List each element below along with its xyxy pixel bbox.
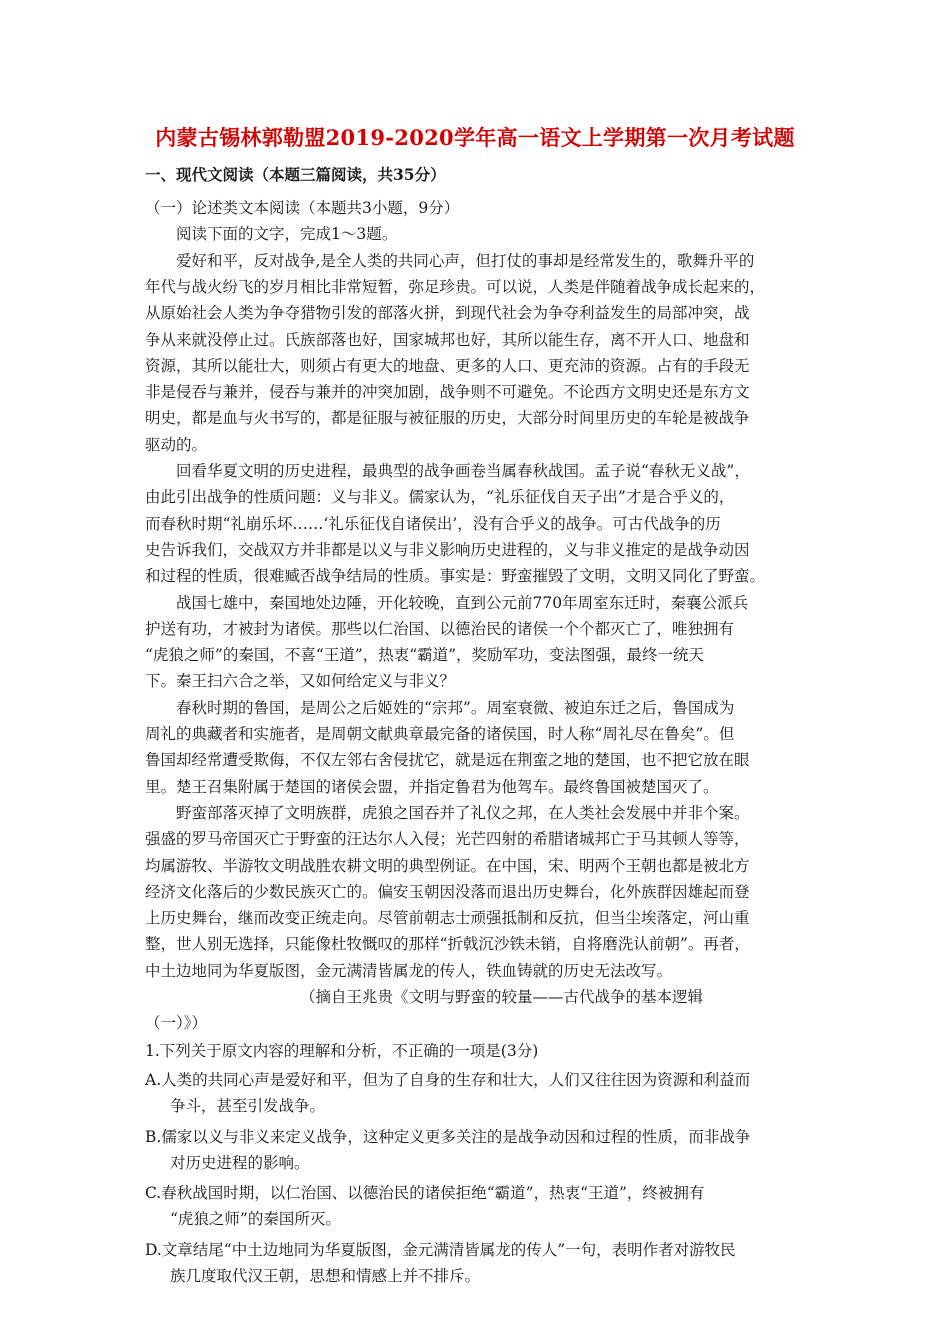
passage-line: 非是侵吞与兼并，侵吞与兼并的冲突加剧，战争则不可避免。不论西方文明史还是东方文 <box>145 383 750 402</box>
question-option: C.春秋战国时期，以仁治国、以德治民的诸侯拒绝“霸道”，热衷“王道”，终被拥有 <box>145 1184 705 1203</box>
passage-line: 强盛的罗马帝国灭亡于野蛮的汪达尔人入侵；光芒四射的希腊诸城邦亡于马其顿人等等， <box>145 830 750 849</box>
passage-line: 野蛮部落灭掉了文明族群，虎狼之国吞并了礼仪之邦，在人类社会发展中并非个案。 <box>176 803 750 822</box>
passage-line: 由此引出战争的性质问题：义与非义。儒家认为，“礼乐征伐自天子出”才是合乎义的， <box>145 488 735 507</box>
reading-instruction: 阅读下面的文字，完成1～3题。 <box>176 225 398 244</box>
passage-line: 争从来就没停止过。氏族部落也好，国家城邦也好，其所以能生存，离不开人口、地盘和 <box>145 330 750 349</box>
passage-line: 和过程的性质，很难臧否战争结局的性质。事实是：野蛮摧毁了文明，文明又同化了野蛮。 <box>145 567 766 586</box>
passage-line: 年代与战火纷飞的岁月相比非常短暂，弥足珍贵。可以说，人类是伴随着战争成长起来的， <box>145 277 766 296</box>
passage-line: 均属游牧、半游牧文明战胜农耕文明的典型例证。在中国，宋、明两个王朝也都是被北方 <box>145 856 750 875</box>
passage-line: 明史，都是血与火书写的，都是征服与被征服的历史，大部分时间里历史的车轮是被战争 <box>145 409 750 428</box>
passage-line: 中土边地同为华夏版图，金元满清皆属龙的传人，铁血铸就的历史无法改写。 <box>145 961 673 980</box>
passage-line: 战国七雄中，秦国地处边陲，开化较晚，直到公元前770年周室东迁时，秦襄公派兵 <box>176 593 749 612</box>
subsection-heading: （一）论述类文本阅读（本题共3小题，9分） <box>145 199 460 217</box>
passage-line: 驱动的。 <box>145 435 208 454</box>
question-option: 争斗，甚至引发战争。 <box>170 1097 326 1116</box>
passage-line: 周礼的典藏者和实施者，是周朝文献典章最完备的诸侯国，时人称“周礼尽在鲁矣”。但 <box>145 725 735 743</box>
passage-line: 从原始社会人类为争夺猎物引发的部落火拼，到现代社会为争夺利益发生的局部冲突，战 <box>145 304 750 323</box>
passage-line: 下。秦王扫六合之举，又如何给定义与非义？ <box>145 672 456 691</box>
question-option: B.儒家以义与非义来定义战争，这种定义更多关注的是战争动因和过程的性质，而非战争 <box>145 1127 751 1146</box>
exam-title: 内蒙古锡林郭勒盟2019-2020学年高一语文上学期第一次月考试题 <box>155 125 795 150</box>
passage-line: 里。楚王召集附属于楚国的诸侯会盟，并指定鲁君为他驾车。最终鲁国被楚国灭了。 <box>145 777 719 796</box>
question-stem: 1.下列关于原文内容的理解和分析，不正确的一项是(3分) <box>145 1041 539 1060</box>
passage-line: 春秋时期的鲁国，是周公之后姬姓的“宗邦”。周室衰微、被迫东迁之后，鲁国成为 <box>176 698 735 717</box>
citation-line: （一）》） <box>145 1014 208 1033</box>
passage-line: 上历史舞台，继而改变正统走向。尽管前朝志士顽强抵制和反抗，但当尘埃落定，河山重 <box>145 909 750 928</box>
question-option: “虎狼之师”的秦国所灭。 <box>170 1210 341 1229</box>
question-option: A.人类的共同心声是爱好和平，但为了自身的生存和壮大，人们又往往因为资源和利益而 <box>145 1070 751 1089</box>
section-heading: 一、现代文阅读（本题三篇阅读，共35分） <box>145 165 446 184</box>
passage-line: 回看华夏文明的历史进程，最典型的战争画卷当属春秋战国。孟子说“春秋无义战”， <box>176 462 750 480</box>
passage-line: 整，世人别无选择，只能像杜牧慨叹的那样“折戟沉沙铁未销，自将磨洗认前朝”。再者， <box>145 935 750 954</box>
question-option: 族几度取代汉王朝，思想和情感上并不排斥。 <box>170 1267 481 1285</box>
passage-line: 而春秋时期“礼崩乐坏……‘礼乐征伐自诸侯出’，没有合乎义的战争。可古代战争的历 <box>145 514 721 533</box>
passage-line: 史告诉我们，交战双方并非都是以义与非义影响历史进程的，义与非义推定的是战争动因 <box>145 540 750 559</box>
question-option: D.文章结尾“中土边地同为华夏版图，金元满清皆属龙的传人”一句，表明作者对游牧民 <box>145 1240 736 1259</box>
passage-line: 爱好和平，反对战争,是全人类的共同心声，但打仗的事却是经常发生的，歌舞升平的 <box>176 251 755 270</box>
passage-line: 鲁国却经常遭受欺侮，不仅左邻右舍侵扰它，就是远在荆蛮之地的楚国，也不把它放在眼 <box>145 751 750 770</box>
passage-line: 护送有功，才被封为诸侯。那些以仁治国、以德治民的诸侯一个个都灭亡了，唯独拥有 <box>145 619 735 638</box>
passage-line: “虎狼之师”的秦国，不喜“王道”，热衷“霸道”，奖励军功，变法图强，最终一统天 <box>145 646 705 665</box>
citation-line: （摘自王兆贵《文明与野蛮的较量——古代战争的基本逻辑 <box>300 988 704 1006</box>
question-option: 对历史进程的影响。 <box>170 1153 310 1172</box>
passage-line: 经济文化落后的少数民族灭亡的。偏安玉朝因没落而退出历史舞台，化外族群因雄起而登 <box>145 882 750 901</box>
passage-line: 资源，其所以能壮大，则须占有更大的地盘、更多的人口、更充沛的资源。占有的手段无 <box>145 356 750 375</box>
